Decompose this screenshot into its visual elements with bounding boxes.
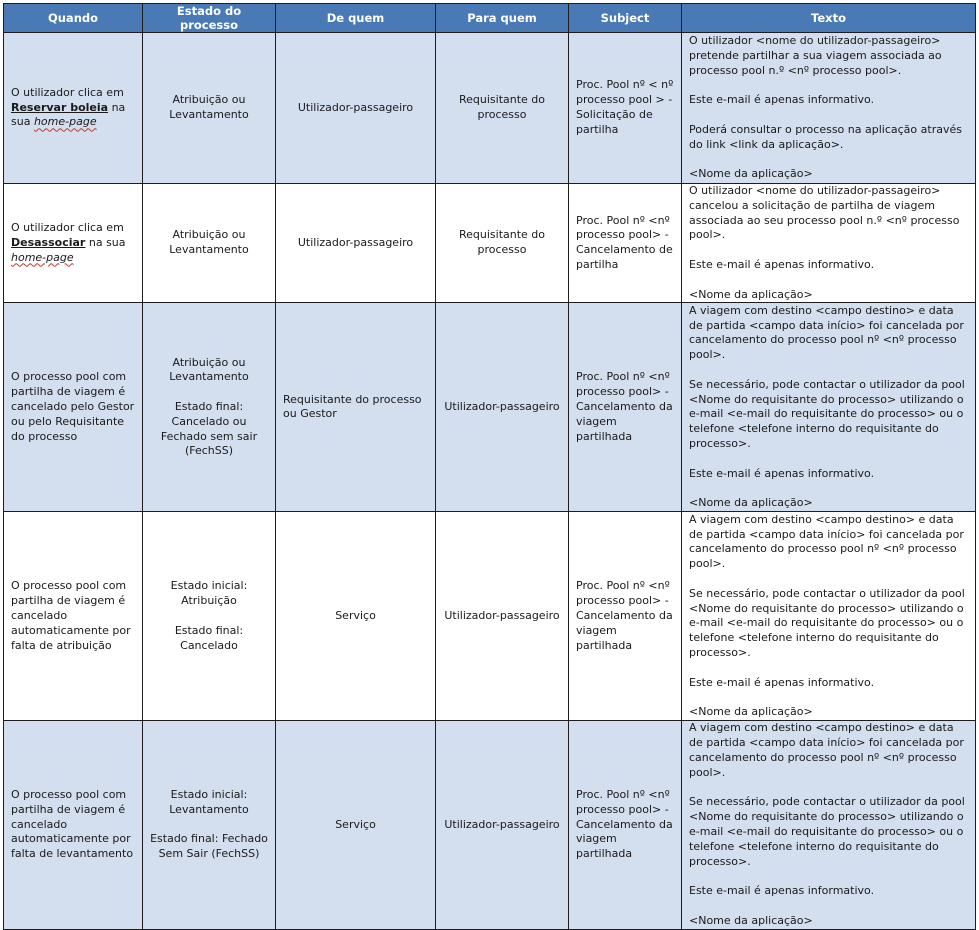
cell-para-quem: Utilizador-passageiro [436,303,569,512]
cell-texto: A viagem com destino <campo destino> e data de partida <campo data início> foi cancelada por cancelamento do processo pool nº <nº processo pool>. Se necessário, pode contactar o utilizador da pool <Nome do requisitante do processo> utilizando o e-mail <e-mail do requisitante do processo> ou o telefone <telefone interno do requisitante do processo>. Este e-mail é apenas informativo. <Nome da aplicação> [682,721,976,929]
cell-quando: O utilizador clica em Desassociar na sua home-page [4,184,143,303]
cell-subject: Proc. Pool nº <nº processo pool> - Cancelamento de partilha [569,184,682,303]
cell-subject: Proc. Pool nº <nº processo pool> - Cancelamento da viagem partilhada [569,512,682,721]
cell-de-quem: Utilizador-passageiro [276,184,436,303]
cell-texto: O utilizador <nome do utilizador-passageiro> pretende partilhar a sua viagem associada ao processo pool n.º <nº processo pool>. Este e-mail é apenas informativo. Poderá consultar o processo na aplicação através do link <link da aplicação>. <Nome da aplicação> [682,33,976,184]
cell-para-quem: Utilizador-passageiro [436,512,569,721]
cell-estado: Atribuição ou Levantamento Estado final: Cancelado ou Fechado sem sair (FechSS) [143,303,276,512]
cell-texto: O utilizador <nome do utilizador-passageiro> cancelou a solicitação de partilha de viagem associada ao seu processo pool n.º <nº processo pool>. Este e-mail é apenas informativo. <Nome da aplicação> [682,184,976,303]
reservar-boleia-label: Reservar boleia [11,100,109,114]
cell-texto: A viagem com destino <campo destino> e data de partida <campo data início> foi cancelada por cancelamento do processo pool nº <nº processo pool>. Se necessário, pode contactar o utilizador da pool <Nome do requisitante do processo> utilizando o e-mail <e-mail do requisitante do processo> ou o telefone <telefone interno do requisitante do processo>. Este e-mail é apenas informativo. <Nome da aplicação> [682,303,976,512]
cell-estado: Atribuição ou Levantamento [143,184,276,303]
header-subject: Subject [569,4,682,33]
cell-para-quem: Requisitante do processo [436,33,569,184]
cell-para-quem: Utilizador-passageiro [436,721,569,929]
cell-estado: Atribuição ou Levantamento [143,33,276,184]
table-header [4,4,976,33]
header-de-quem: De quem [276,4,436,33]
header-para-quem: Para quem [436,4,569,33]
cell-estado: Estado inicial: Levantamento Estado final: Fechado Sem Sair (FechSS) [143,721,276,929]
cell-subject: Proc. Pool nº <nº processo pool> - Cancelamento da viagem partilhada [569,721,682,929]
notifications-table [3,3,976,930]
cell-de-quem: Utilizador-passageiro [276,33,436,184]
header-texto: Texto [682,4,976,33]
table-row [4,184,976,303]
desassociar-label: Desassociar [11,235,86,249]
cell-subject: Proc. Pool nº < nº processo pool > - Solicitação de partilha [569,33,682,184]
cell-de-quem: Requisitante do processo ou Gestor [276,303,436,512]
table-row [4,33,976,184]
cell-subject: Proc. Pool nº <nº processo pool> - Cancelamento da viagem partilhada [569,303,682,512]
cell-quando: O processo pool com partilha de viagem é cancelado automaticamente por falta de levantamento [4,721,143,929]
cell-estado: Estado inicial: Atribuição Estado final: Cancelado [143,512,276,721]
table-row [4,721,976,929]
table-row [4,303,976,512]
cell-quando: O utilizador clica em Reservar boleia na sua home-page [4,33,143,184]
cell-de-quem: Serviço [276,512,436,721]
cell-quando: O processo pool com partilha de viagem é cancelado automaticamente por falta de atribuição [4,512,143,721]
cell-de-quem: Serviço [276,721,436,929]
header-estado: Estado do processo [143,4,276,33]
table-row [4,512,976,721]
cell-quando: O processo pool com partilha de viagem é cancelado pelo Gestor ou pelo Requisitante do processo [4,303,143,512]
header-quando: Quando [4,4,143,33]
cell-para-quem: Requisitante do processo [436,184,569,303]
cell-texto: A viagem com destino <campo destino> e data de partida <campo data início> foi cancelada por cancelamento do processo pool nº <nº processo pool>. Se necessário, pode contactar o utilizador da pool <Nome do requisitante do processo> utilizando o e-mail <e-mail do requisitante do processo> ou o telefone <telefone interno do requisitante do processo>. Este e-mail é apenas informativo. <Nome da aplicação> [682,512,976,721]
